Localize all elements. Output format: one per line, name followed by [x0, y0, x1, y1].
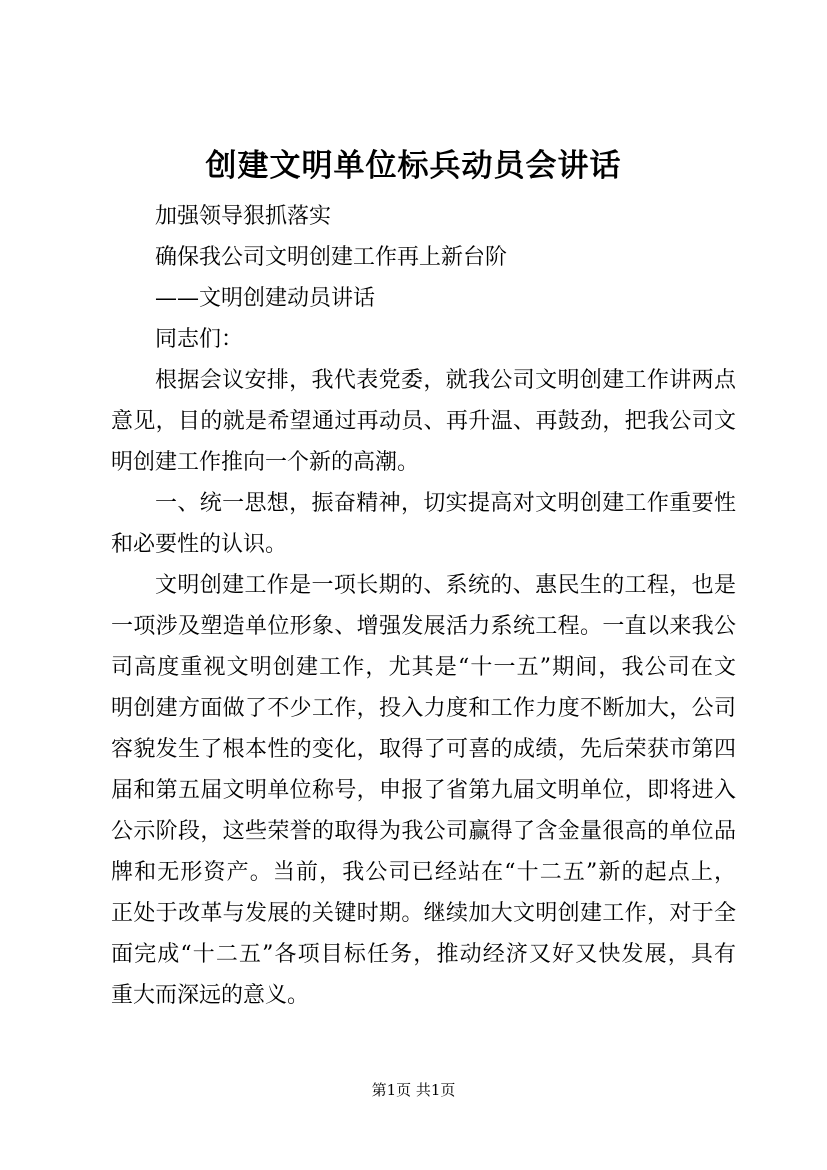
salutation: 同志们： — [155, 327, 244, 352]
subtitle-line-3: ——文明创建动员讲话 — [155, 286, 376, 311]
paragraph-line: 文明创建工作是一项长期的、系统的、惠民生的工程，也是 — [155, 573, 736, 598]
paragraph-line: 重大而深远的意义。 — [111, 983, 310, 1008]
paragraph-line: 正处于改革与发展的关键时期。继续加大文明创建工作，对于全 — [111, 901, 736, 926]
document-body — [111, 196, 736, 1016]
paragraph-line: 一、统一思想，振奋精神，切实提高对文明创建工作重要性 — [155, 491, 736, 516]
paragraph-2 — [111, 483, 736, 565]
paragraph-line: 一项涉及塑造单位形象、增强发展活力系统工程。一直以来我公 — [111, 614, 736, 639]
paragraph-line: 根据会议安排，我代表党委，就我公司文明创建工作讲两点 — [155, 368, 736, 393]
paragraph-line: 明创建工作推向一个新的高潮。 — [111, 450, 420, 475]
paragraph-line: 容貌发生了根本性的变化，取得了可喜的成绩，先后荣获市第四 — [111, 737, 736, 762]
paragraph-1 — [111, 360, 736, 483]
paragraph-line: 意见，目的就是希望通过再动员、再升温、再鼓劲，把我公司文 — [111, 409, 736, 434]
paragraph-line: 届和第五届文明单位称号，申报了省第九届文明单位，即将进入 — [111, 778, 736, 803]
paragraph-line: 和必要性的认识。 — [111, 532, 288, 557]
paragraph-line: 牌和无形资产。当前，我公司已经站在“十二五”新的起点上， — [111, 860, 736, 885]
paragraph-line: 公示阶段，这些荣誉的取得为我公司赢得了含金量很高的单位品 — [111, 819, 736, 844]
subtitle-line-1: 加强领导狠抓落实 — [155, 204, 332, 229]
subtitle-line-2: 确保我公司文明创建工作再上新台阶 — [155, 245, 508, 270]
paragraph-3 — [111, 565, 736, 1016]
paragraph-line: 明创建方面做了不少工作，投入力度和工作力度不断加大，公司 — [111, 696, 736, 721]
paragraph-line: 司高度重视文明创建工作，尤其是“十一五”期间，我公司在文 — [111, 655, 736, 680]
document-title: 创建文明单位标兵动员会讲话 — [205, 148, 622, 184]
page-number-footer: 第1页 共1页 — [371, 1081, 456, 1099]
paragraph-line: 面完成“十二五”各项目标任务，推动经济又好又快发展，具有 — [111, 942, 736, 967]
